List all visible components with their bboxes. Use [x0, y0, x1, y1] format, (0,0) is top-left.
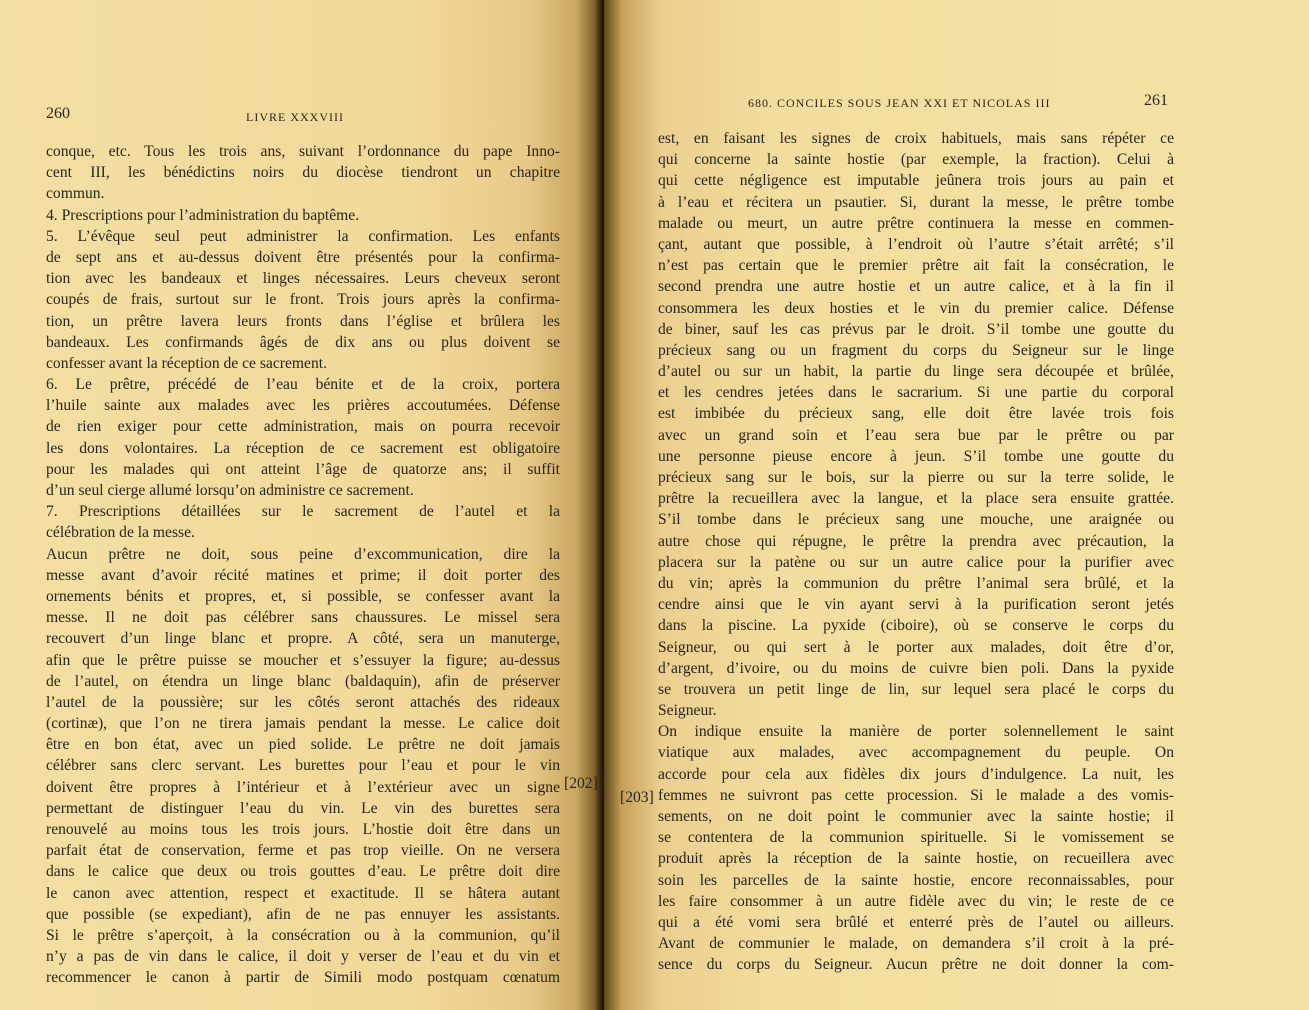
text-line: pour les malades qui ont atteint l’âge de quatorze ans; il suffit: [46, 460, 560, 478]
text-line: recouvert d’un linge blanc et propre. A côté, sera un manuterge,: [46, 630, 560, 648]
text-line: renouvelé au moins tous les trois jours. L’hostie doit être dans un: [46, 821, 560, 838]
text-line: une personne pieuse encore à jeun. S’il tombe une goutte du: [658, 447, 1174, 465]
text-line: soin les parcelles de la sainte hostie, encore reconnaissables, pour: [658, 871, 1174, 889]
left-body-text: [46, 141, 560, 989]
text-line: cendre ainsi que le vin ayant servi à la purification seront jetés: [658, 596, 1174, 614]
right-body-text: [658, 128, 1174, 976]
text-line: coupés de frais, surtout sur le front. Trois jours après la confirma-: [46, 291, 560, 309]
text-line: d’un seul cierge allumé lorsqu’on administre ce sacrement.: [46, 482, 414, 499]
margin-note-202: [202]: [564, 775, 598, 792]
text-line: parfait état de conservation, ferme et pas trop vieille. On ne versera: [46, 842, 560, 860]
text-line: messe avant d’avoir récité matines et prime; il doit porter des: [46, 566, 560, 584]
text-line: célébrer sans clerc servant. Les burettes pour l’eau et pour le vin: [46, 757, 560, 775]
text-line: cent III, les bénédictins noirs du diocèse tiendront un chapitre: [46, 164, 560, 182]
text-line: se trouvera un petit linge de lin, sur lequel sera placé le corps du: [658, 680, 1174, 698]
text-line: tion, un prêtre lavera leurs fronts dans l’église et brûlera les: [46, 312, 560, 330]
text-line: accorde pour cela aux fidèles dix jours d’indulgence. La nuit, les: [658, 765, 1174, 783]
text-line: le canon avec attention, respect et exactitude. Il se hâtera autant: [46, 884, 560, 902]
text-line: de l’autel, on étendra un linge blanc (baldaquin), afin de préserver: [46, 672, 560, 690]
text-line: permettant de distinguer l’eau du vin. Le vin des burettes sera: [46, 799, 560, 817]
text-line: est imbibée du précieux sang, elle doit être lavée trois fois: [658, 405, 1174, 423]
text-line: messe. Il ne doit pas célébrer sans chaussures. Le missel sera: [46, 609, 560, 627]
text-line: ornements bénits et propres, et, si possible, se confesser avant la: [46, 587, 560, 605]
text-line: sements, on ne doit point le communier avec la sainte hostie; il: [658, 808, 1174, 825]
margin-note-203: [203]: [620, 789, 654, 806]
right-page-number: 261: [1144, 92, 1168, 109]
text-line: 5. L’évêque seul peut administrer la confirmation. Les enfants: [46, 227, 560, 245]
text-line: Seigneur.: [658, 702, 717, 720]
text-line: n’y a pas de vin dans le calice, il doit y verser de l’eau et du vin et: [46, 948, 560, 966]
text-line: placera sur la patène ou sur un autre calice pour la purifier avec: [658, 553, 1174, 571]
text-line: dans la piscine. La pyxide (ciboire), où se conserve le corps du: [658, 617, 1174, 635]
text-line: afin que le prêtre puisse se moucher et s’essuyer la figure; au-dessus: [46, 651, 560, 669]
text-line: est, en faisant les signes de croix habituels, mais sans répéter ce: [658, 130, 1174, 147]
text-line: recommencer le canon à partir de Simili modo postquam cœnatum: [46, 969, 560, 987]
text-line: Aucun prêtre ne doit, sous peine d’excommunication, dire la: [46, 545, 560, 563]
text-line: femmes ne suivront pas cette procession. Si le malade a des vomis-: [658, 786, 1174, 804]
text-line: second prendra une autre hostie et un autre calice, et à la fin il: [658, 278, 1174, 296]
text-line: prêtre la recueillera avec la langue, et la place sera ensuite grattée.: [658, 490, 1174, 508]
text-line: confesser avant la réception de ce sacrement.: [46, 354, 327, 372]
text-line: de biner, sauf les cas prévus par le droit. S’il tombe une goutte du: [658, 320, 1174, 338]
text-line: Si le prêtre s’aperçoit, à la consécration ou à la communion, qu’il: [46, 926, 560, 944]
text-line: et les cendres jetées dans le sacrarium. Si une partie du corporal: [658, 384, 1174, 402]
right-running-head: 680. CONCILES SOUS JEAN XXI ET NICOLAS III: [748, 96, 1051, 110]
text-line: S’il tombe dans le précieux sang une mouche, une araignée ou: [658, 511, 1174, 529]
text-line: se contentera de la communion spirituelle. Si le vomissement se: [658, 829, 1174, 847]
text-line: Avant de communier le malade, on demandera s’il croit à la pré-: [658, 935, 1174, 953]
text-line: tion avec les bandeaux et linges nécessaires. Leurs cheveux seront: [46, 270, 560, 288]
text-line: autre chose qui répugne, le prêtre la prendra avec précaution, la: [658, 532, 1174, 550]
text-line: sence du corps du Seigneur. Aucun prêtre ne doit donner la com-: [658, 956, 1174, 974]
text-line: qui cette négligence est imputable jeûnera trois jours au pain et: [658, 172, 1174, 190]
text-line: du vin; après la communion du prêtre l’animal sera brûlé, et la: [658, 574, 1174, 592]
text-line: l’huile sainte aux malades avec les prières accoutumées. Défense: [46, 397, 560, 415]
text-line: n’est pas certain que le premier prêtre ait fait la consécration, le: [658, 257, 1174, 275]
text-line: 4. Prescriptions pour l’administration du baptême.: [46, 206, 360, 224]
text-line: être en bon état, avec un pied solide. Le prêtre ne doit jamais: [46, 736, 560, 754]
left-page-number: 260: [46, 105, 70, 122]
text-line: les faire consommer à un autre fidèle avec du vin; le reste de ce: [658, 892, 1174, 910]
text-line: consommera les deux hosties et le vin du premier calice. Défense: [658, 299, 1174, 317]
text-line: qui concerne la sainte hostie (par exemple, la fraction). Celui à: [658, 151, 1174, 169]
text-line: conque, etc. Tous les trois ans, suivant l’ordonnance du pape Inno-: [46, 143, 560, 160]
text-line: de rien exiger pour cette administration, mais on pourra recevoir: [46, 418, 560, 436]
text-line: Seigneur, ou qui sert à le porter aux malades, doit être d’or,: [658, 638, 1174, 656]
text-line: de sept ans et au-dessus doivent être présentés pour la confirma-: [46, 248, 560, 266]
text-line: malade ou meurt, un autre prêtre continuera la messe en commen-: [658, 214, 1174, 232]
text-line: célébration de la messe.: [46, 524, 195, 542]
text-line: précieux sang sur le bois, sur la pierre ou sur la terre solide, le: [658, 469, 1174, 486]
text-line: dans le calice que deux ou trois gouttes d’eau. Le prêtre doit dire: [46, 863, 560, 881]
text-line: avec un grand soin et l’eau sera bue par le prêtre ou par: [658, 426, 1174, 444]
text-line: que possible (se expediant), afin de ne pas ennuyer les assistants.: [46, 905, 560, 923]
text-line: viatique aux malades, avec accompagnement du peuple. On: [658, 744, 1174, 762]
text-line: précieux sang ou un fragment du corps du Seigneur sur le linge: [658, 341, 1174, 359]
text-line: 7. Prescriptions détaillées sur le sacrement de l’autel et la: [46, 503, 560, 521]
text-line: l’autel de la poussière; sur les côtés seront attachés des rideaux: [46, 693, 560, 711]
text-line: produit après la réception de la sainte hostie, on recueillera avec: [658, 850, 1174, 868]
text-line: commun.: [46, 185, 105, 203]
text-line: d’argent, d’ivoire, ou du moins de cuivre bien poli. Dans la pyxide: [658, 659, 1174, 677]
text-line: bandeaux. Les confirmands âgés de dix ans ou plus doivent se: [46, 333, 560, 351]
text-line: à l’eau et récitera un psautier. Si, durant la messe, le prêtre tombe: [658, 193, 1174, 211]
text-line: (cortinæ), que l’on ne tirera jamais pendant la messe. Le calice doit: [46, 715, 560, 733]
text-line: les dons volontaires. La réception de ce sacrement est obligatoire: [46, 439, 560, 457]
text-line: On indique ensuite la manière de porter solennellement le saint: [658, 723, 1174, 741]
left-running-head: LIVRE XXXVIII: [246, 110, 344, 124]
left-page: [0, 0, 600, 1010]
text-line: çant, autant que possible, à l’endroit où l’autre s’était arrêté; s’il: [658, 235, 1174, 253]
text-line: d’autel ou sur un habit, la partie du linge sera découpée et brûlée,: [658, 363, 1174, 381]
text-line: 6. Le prêtre, précédé de l’eau bénite et de la croix, portera: [46, 376, 560, 394]
text-line: qui a été vomi sera brûlé et enterré près de l’autel ou ailleurs.: [658, 913, 1174, 931]
text-line: doivent être propres à l’intérieur et à l’extérieur avec un signe: [46, 778, 560, 796]
